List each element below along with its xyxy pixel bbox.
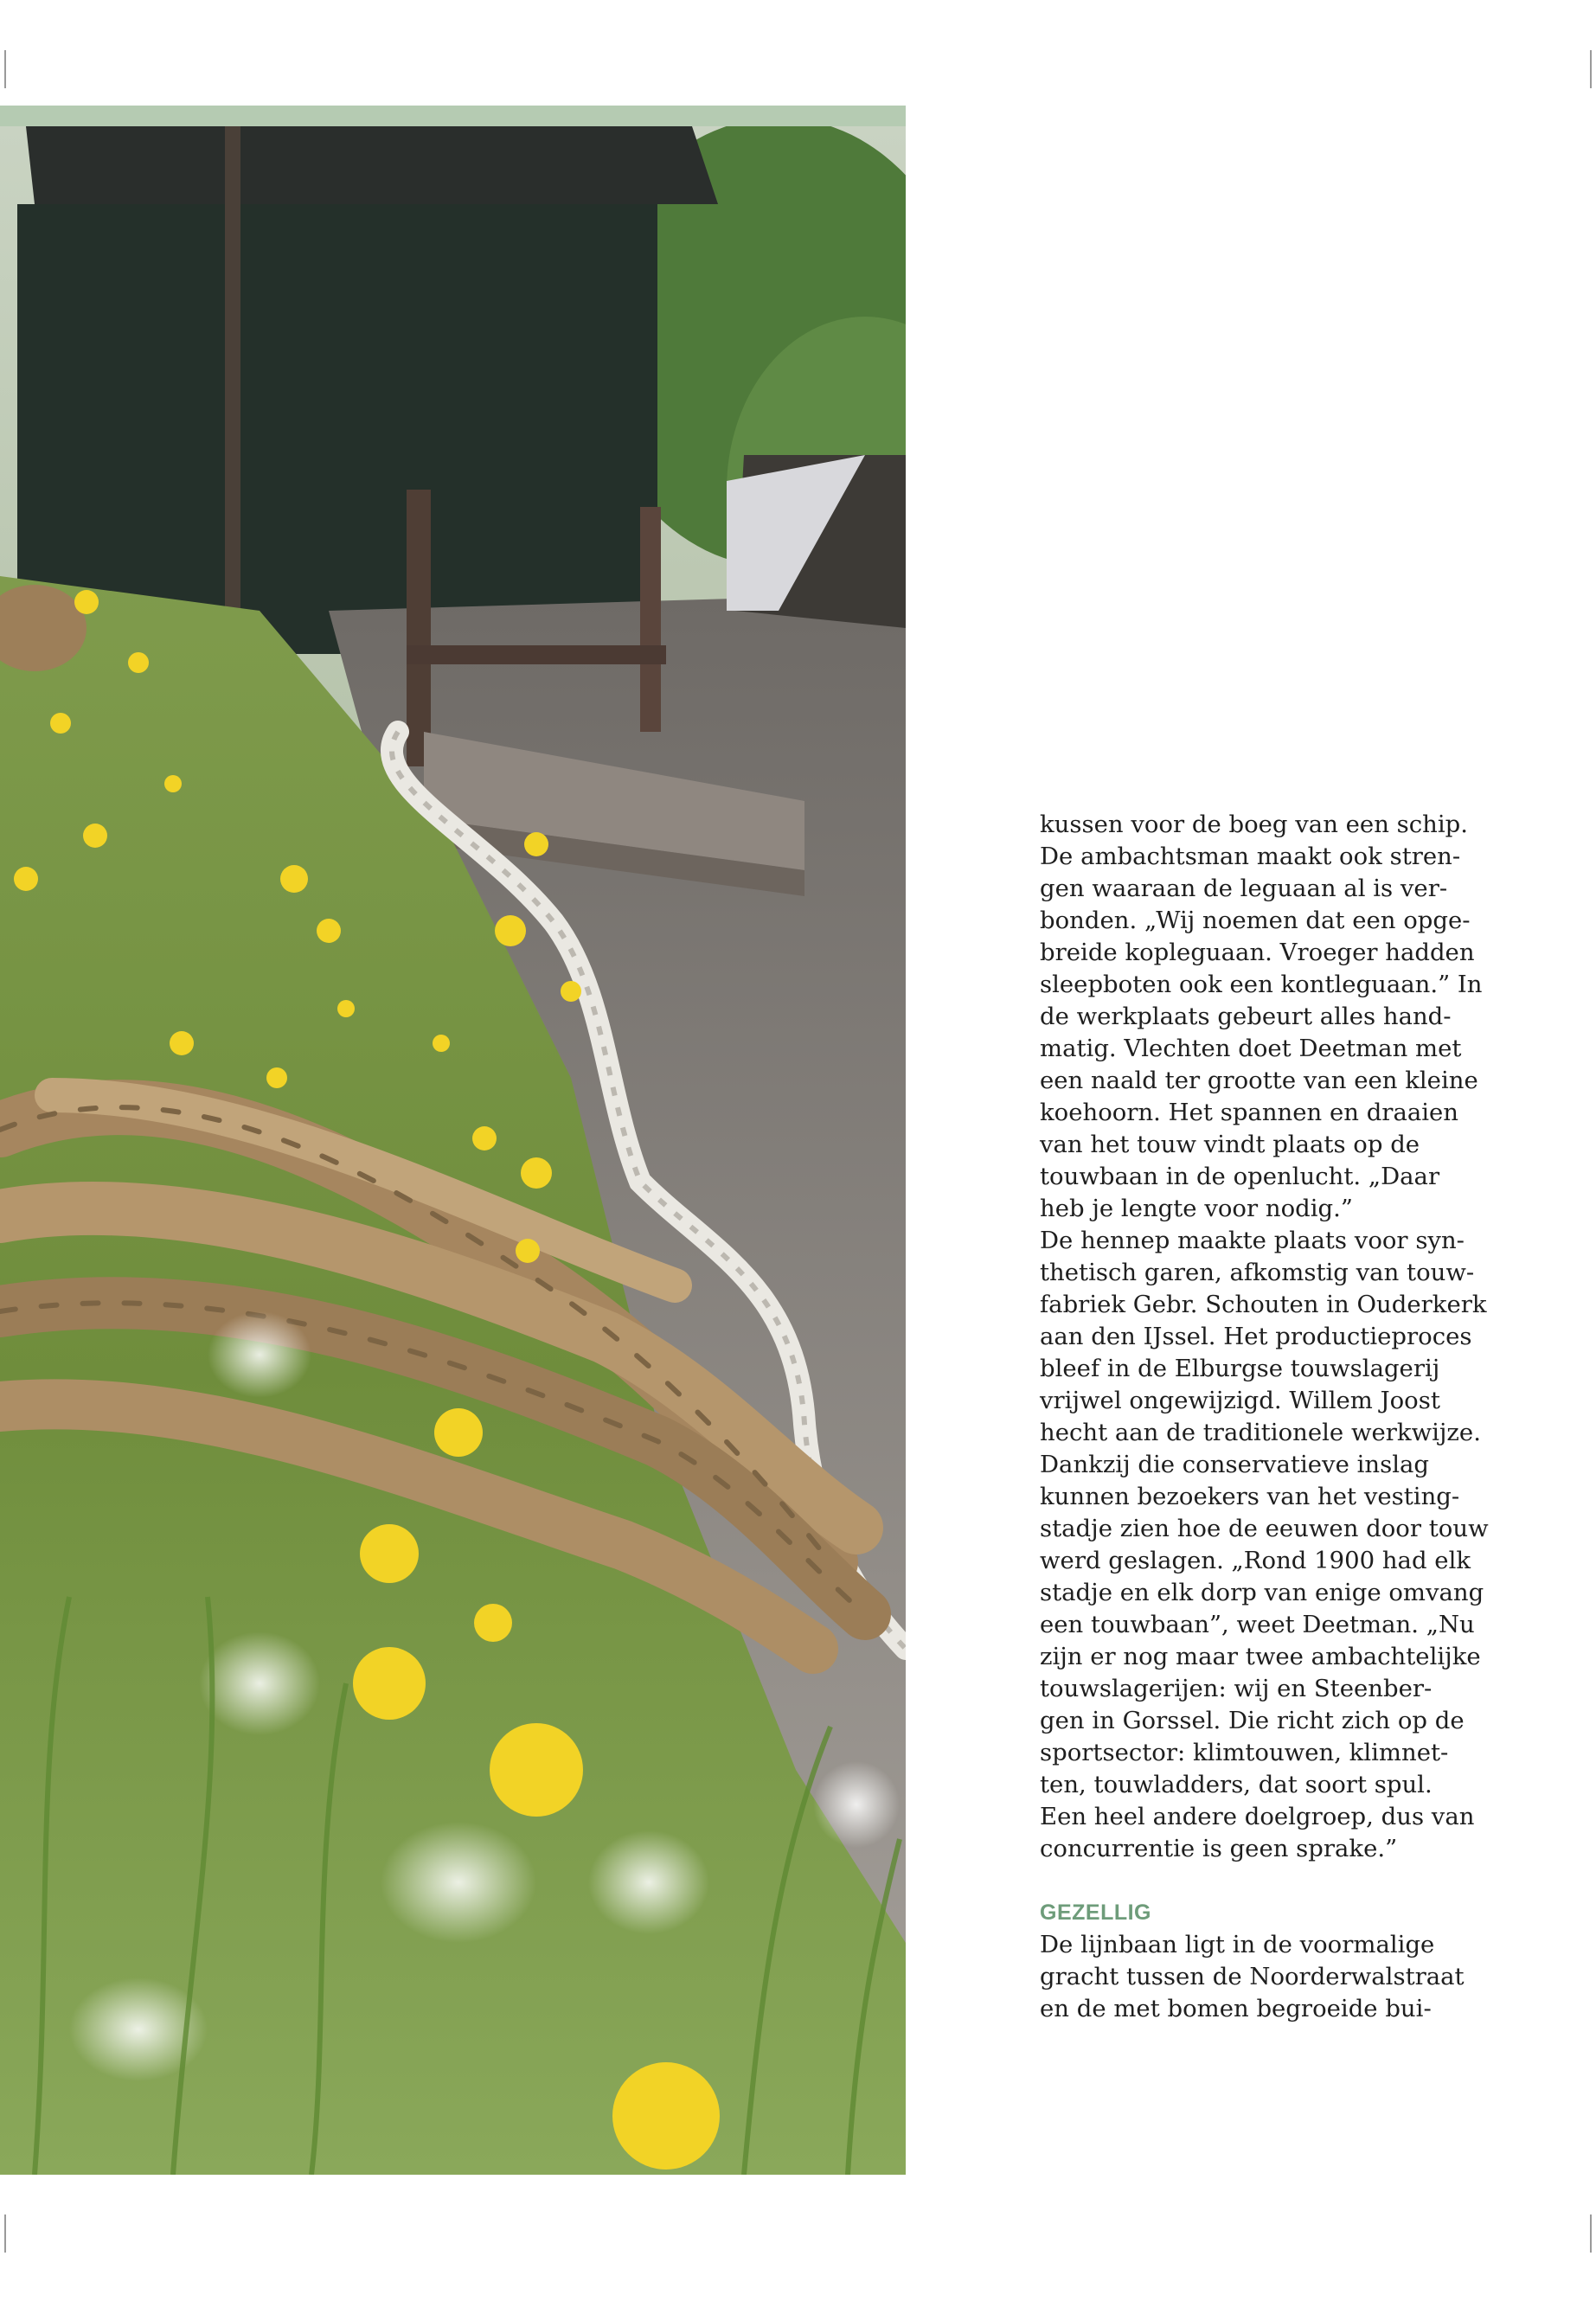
text-line: ten, touwladders, dat soort spul. (1040, 1771, 1433, 1798)
text-line: touwbaan in de openlucht. „Daar (1040, 1163, 1440, 1190)
text-line: matig. Vlechten doet Deetman met (1040, 1035, 1462, 1062)
crop-mark-bottom-right (1590, 2214, 1592, 2253)
text-line: en de met bomen begroeide bui- (1040, 1995, 1432, 2022)
paragraph-1 (1040, 809, 1483, 1225)
text-line: De ambachtsman maakt ook stren- (1040, 843, 1461, 870)
text-line: De lijnbaan ligt in de voormalige (1040, 1931, 1435, 1958)
article-column (1040, 809, 1489, 2025)
text-line: thetisch garen, afkomstig van touw- (1040, 1259, 1475, 1286)
text-line: bleef in de Elburgse touwslagerij (1040, 1355, 1440, 1382)
text-line: kunnen bezoekers van het vesting- (1040, 1483, 1460, 1510)
crop-mark-bottom-left (4, 2214, 6, 2253)
section-heading: GEZELLIG (1040, 1900, 1151, 1925)
text-line: koehoorn. Het spannen en draaien (1040, 1099, 1459, 1126)
crop-mark-top-left (4, 50, 6, 88)
text-line: heb je lengte voor nodig.” (1040, 1195, 1353, 1222)
text-line: concurrentie is geen sprake.” (1040, 1835, 1398, 1862)
text-line: zijn er nog maar twee ambachtelijke (1040, 1643, 1481, 1670)
text-line: aan den IJssel. Het productieproces (1040, 1323, 1472, 1350)
green-accent-band (0, 106, 906, 126)
text-line: fabriek Gebr. Schouten in Ouderkerk (1040, 1291, 1487, 1318)
text-line: sportsector: klimtouwen, klimnet- (1040, 1739, 1449, 1766)
text-line: vrijwel ongewijzigd. Willem Joost (1040, 1387, 1440, 1414)
text-line: stadje en elk dorp van enige omvang (1040, 1579, 1484, 1606)
paragraph-3 (1040, 1929, 1472, 2025)
text-line: kussen voor de boeg van een schip. (1040, 811, 1469, 838)
text-line: touwslagerijen: wij en Steenber- (1040, 1675, 1433, 1702)
text-line: Een heel andere doelgroep, dus van (1040, 1803, 1475, 1830)
text-line: Dankzij die conservatieve inslag (1040, 1451, 1430, 1478)
text-line: De hennep maakte plaats voor syn- (1040, 1227, 1465, 1254)
text-line: een naald ter grootte van een kleine (1040, 1067, 1478, 1094)
text-line: hecht aan de traditionele werkwijze. (1040, 1419, 1481, 1446)
text-line: van het touw vindt plaats op de (1040, 1131, 1420, 1158)
text-line: bonden. „Wij noemen dat een opge- (1040, 907, 1471, 934)
text-line: gracht tussen de Noorderwalstraat (1040, 1963, 1465, 1990)
text-line: werd geslagen. „Rond 1900 had elk (1040, 1547, 1471, 1574)
crop-mark-top-right (1590, 50, 1592, 88)
paragraph-2 (1040, 1225, 1489, 1865)
text-line: gen in Gorssel. Die richt zich op de (1040, 1707, 1465, 1734)
text-line: sleepboten ook een kontleguaan.” In (1040, 971, 1483, 998)
text-line: gen waaraan de leguaan al is ver- (1040, 875, 1448, 902)
text-line: breide kopleguaan. Vroeger hadden (1040, 939, 1475, 966)
text-line: de werkplaats gebeurt alles hand- (1040, 1003, 1452, 1030)
text-line: een touwbaan”, weet Deetman. „Nu (1040, 1611, 1475, 1638)
text-line: stadje zien hoe de eeuwen door touw (1040, 1515, 1489, 1542)
ropewalk-photo (0, 126, 906, 2175)
